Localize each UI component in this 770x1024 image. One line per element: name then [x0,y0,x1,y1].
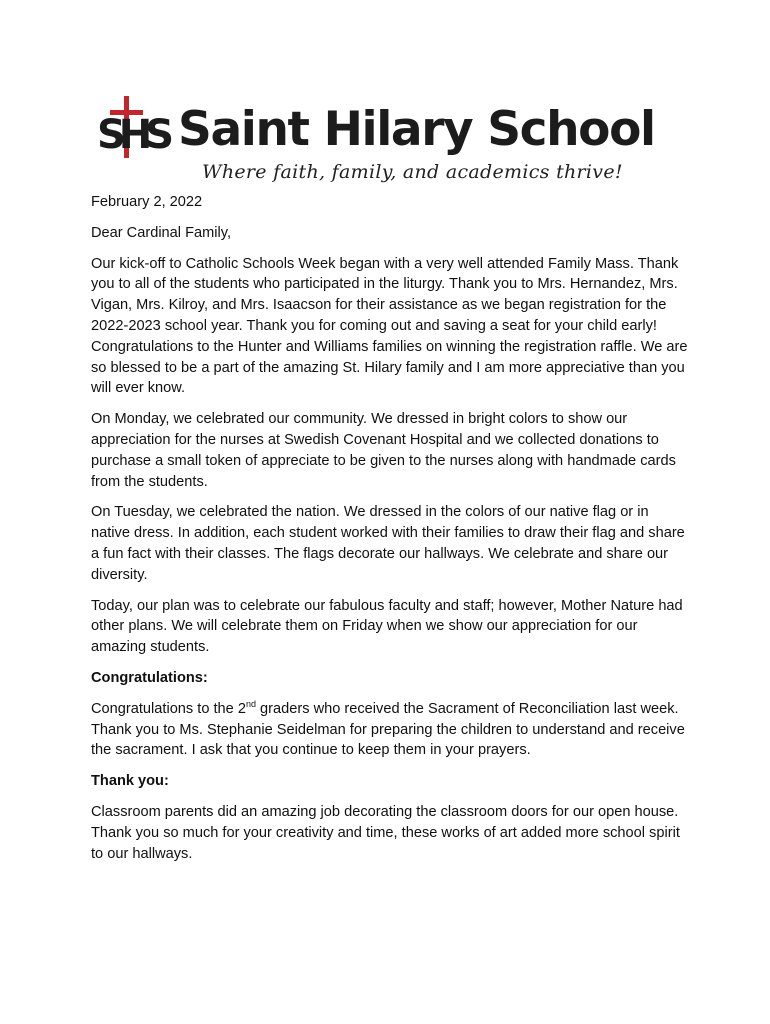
letter-salutation: Dear Cardinal Family, [91,224,232,241]
paragraph-congratulations [91,699,691,761]
paragraph-today: Today, our plan was to celebrate our fabulous faculty and staff; however, Mother Nature had other plans. We will celebrate them on Friday when we show our appreciation for our amazing students. [91,597,683,656]
paragraph-tuesday: On Tuesday, we celebrated the nation. We dressed in the colors of our native flag or in native dress. In addition, each student worked with their families to draw their flag and share a fun fact with their classes. The flags decorate our hallways. We celebrate and share our diversity. [91,504,685,583]
heading-thank-you: Thank you: [91,773,169,790]
logo-monogram: SHS [97,112,168,158]
paragraph-thank-you: Classroom parents did an amazing job decorating the classroom doors for our open house. Thank you so much for your creativity and time, these works of art added more school spirit to our hallways. [91,803,680,862]
letterhead [96,96,676,188]
letter-date: February 2, 2022 [91,194,203,210]
school-tagline: Where faith, family, and academics thrive! [202,161,623,183]
letter-body [91,192,691,874]
paragraph-kickoff: Our kick-off to Catholic Schools Week began with a very well attended Family Mass. Thank you to all of the students who participated in the liturgy. Thank you to Mrs. Hernandez, Mrs. Vigan, Mrs. Kilroy, and Mrs. Isaacson for their assistance as we began registration for the 2022-2023 school year. Thank you for coming out and saving a seat for your child early! Congratulations to the Hunter and Williams families on winning the registration raffle. We are so blessed to be a part of the amazing St. Hilary family and I am more appreciative than you will ever know. [91,255,688,397]
congrats-text-end: graders who received the Sacrament of Reconciliation last week. Thank you to Ms. Stephanie Seidelman for preparing the children to understand and receive the sacrament. I ask that you continue to keep them in your prayers. [91,700,685,759]
congrats-text-start: Congratulations to the 2 [91,700,246,717]
paragraph-monday: On Monday, we celebrated our community. We dressed in bright colors to show our appreciation for the nurses at Swedish Covenant Hospital and we collected donations to purchase a small token of appreciate to be given to the nurses along with handmade cards from the students. [91,411,676,490]
heading-congratulations: Congratulations: [91,669,208,686]
school-logo [96,96,172,162]
school-name: Saint Hilary School [178,102,655,157]
ordinal-suffix: nd [245,698,256,709]
